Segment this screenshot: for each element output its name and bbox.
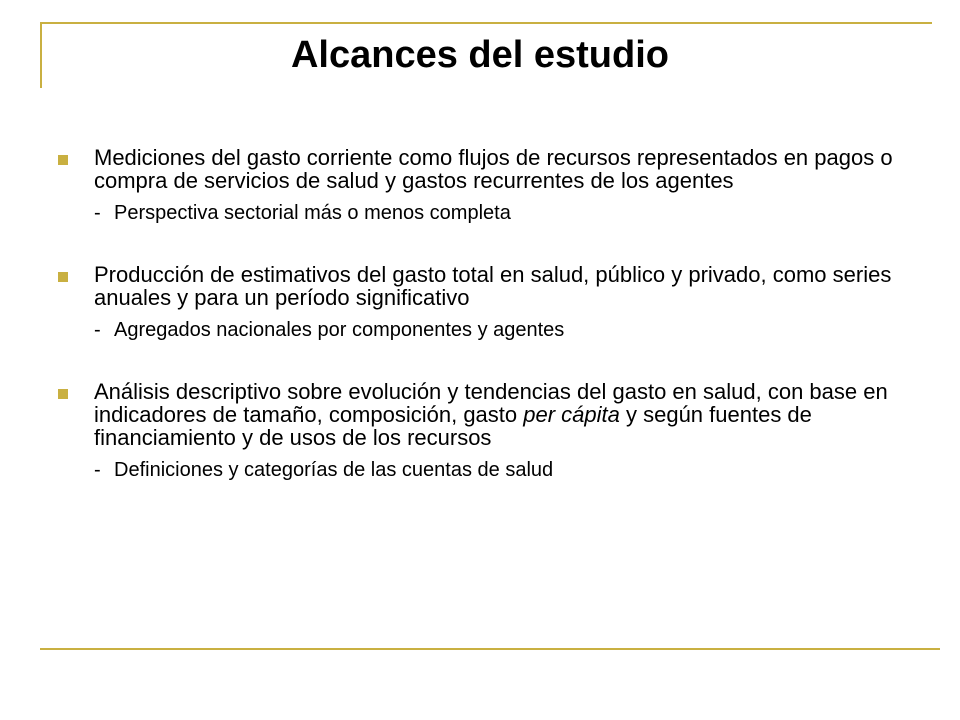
- dash-marker: -: [94, 319, 101, 341]
- square-bullet-icon: [58, 272, 68, 282]
- bullet-item-1: [58, 146, 918, 225]
- bullet-text-part: y según fuentes de financiamiento y de usos de los recursos: [94, 402, 812, 450]
- sub-point: [94, 458, 918, 482]
- dash-marker: -: [94, 459, 101, 481]
- sub-point: [94, 318, 918, 342]
- bullet-item-2: [58, 263, 918, 342]
- slide-title: Alcances del estudio: [290, 34, 669, 76]
- bullet-item-3: [58, 380, 918, 482]
- bullet-text-italic: per cápita: [523, 402, 620, 427]
- bullet-text: [94, 380, 918, 449]
- bullet-list: [58, 146, 918, 520]
- sub-point-text: Agregados nacionales por componentes y agentes: [114, 319, 565, 341]
- dash-marker: -: [94, 202, 101, 224]
- bullet-text: Producción de estimativos del gasto total en salud, público y privado, como series anuales y para un período significativo: [94, 262, 892, 310]
- sub-point-text: Perspectiva sectorial más o menos completa: [114, 202, 511, 224]
- square-bullet-icon: [58, 155, 68, 165]
- sub-point-text: Definiciones y categorías de las cuentas de salud: [114, 459, 554, 481]
- bottom-decorative-rule: [40, 648, 940, 650]
- sub-point: [94, 201, 918, 225]
- bullet-text-part: Análisis descriptivo sobre evolución y tendencias del gasto en salud, con base en indicadores de tamaño, composición, gasto: [94, 379, 888, 427]
- top-decorative-rule: [40, 22, 932, 24]
- bullet-text: Mediciones del gasto corriente como flujos de recursos representados en pagos o compra de servicios de salud y gastos recurrentes de los agentes: [94, 145, 893, 193]
- square-bullet-icon: [58, 389, 68, 399]
